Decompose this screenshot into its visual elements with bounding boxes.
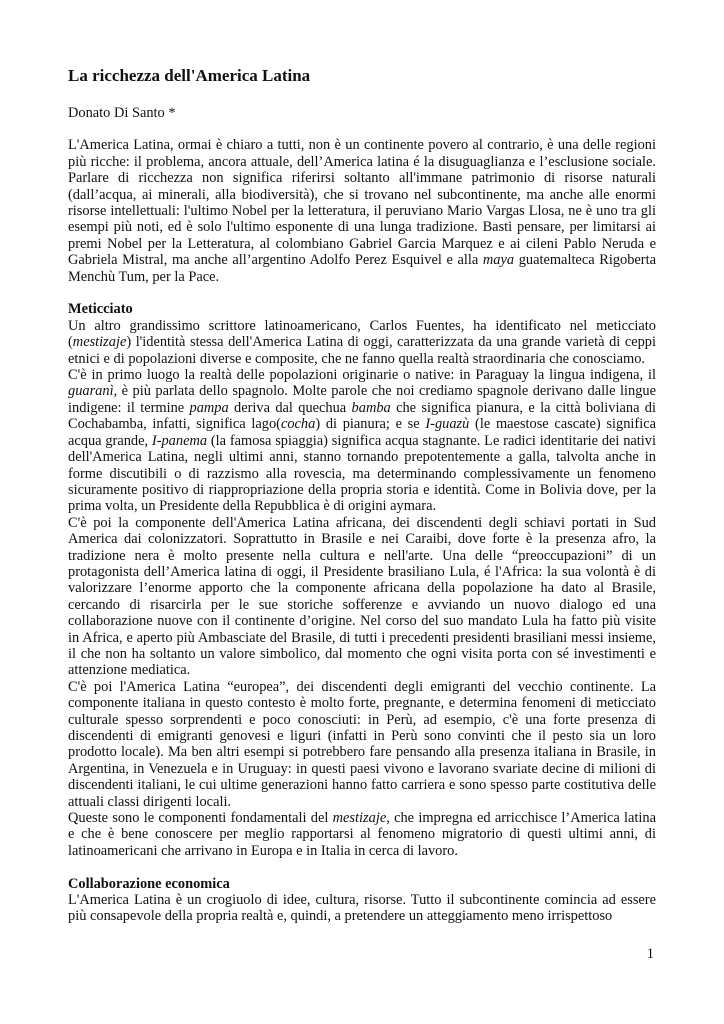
document-page [68, 66, 656, 925]
intro-paragraph: L'America Latina, ormai è chiaro a tutti, non è un continente povero al contrario, è una delle regioni più ricche: il problema, ancora attuale, dell’America latina é la disuguaglianza e l’esclusione sociale. Parlare di ricchezza non significa riferirsi soltanto all'immane patrimonio di risorse naturali (dall’acqua, ai minerali, alla biodiversità), che si trovano nel subcontinente, ma anche alle enormi risorse intellettuali: l'ultimo Nobel per la letteratura, il peruviano Mario Vargas Llosa, ne è uno tra gli esempi più noti, ed è solo l'ultimo esponente di una lunga tradizione. Basti pensare, per limitarsi ai premi Nobel per la Letteratura, al colombiano Gabriel Garcia Marquez e ai cileni Pablo Neruda e Gabriela Mistral, ma anche all’argentino Adolfo Perez Esquivel e alla maya guatemalteca Rigoberta Menchù Tum, per la Pace. [68, 137, 656, 285]
document-title: La ricchezza dell'America Latina [68, 66, 311, 85]
paragraph-meticciato-2: C'è in primo luogo la realtà delle popolazioni originarie o native: in Paraguay la lingua indigena, il guaranì, è più parlata dello spagnolo. Molte parole che noi crediamo spagnole derivano dalle lingue indigene: il termine pampa deriva dal quechua bamba che significa pianura, e la città boliviana di Cochabamba, infatti, significa lago(cocha) di pianura; e se I-guazù (le maestose cascate) significa acqua grande, I-panema (la famosa spiaggia) significa acqua stagnante. Le radici identitarie dei nativi dell'America Latina, negli ultimi anni, stanno tornando prepotentemente a galla, talvolta anche in forme discutibili o di razzismo alla rovescia, ma determinando complessivamente un fenomeno sicuramente positivo di riappropriazione della propria storia e identità. Come in Bolivia dove, per la prima volta, un Presidente della Repubblica è di origini aymara. [68, 367, 656, 515]
page-number: 1 [646, 946, 654, 962]
paragraph-meticciato-5: Queste sono le componenti fondamentali del mestizaje, che impregna ed arricchisce l’America latina e che è bene conoscere per meglio rapportarsi al fenomeno migratorio di questi ultimi anni, di latinoamericani che arrivano in Europa e in Italia in cerca di lavoro. [68, 810, 656, 859]
section-heading-meticciato: Meticciato [68, 301, 133, 318]
section-heading-collaborazione: Collaborazione economica [68, 875, 230, 892]
paragraph-meticciato-3: C'è poi la componente dell'America Latina africana, dei discendenti degli schiavi portati in Sud America dai colonizzatori. Soprattutto in Brasile e nei Caraibi, dove forte è la presenza afro, la tradizione nera è molto presente nella cultura e nell'arte. Una delle “preoccupazioni” di un protagonista dell’America latina di oggi, il Presidente brasiliano Lula, é l'Africa: la sua volontà è di valorizzare l’enorme apporto che la componente africana della popolazione ha dato al Brasile, cercando di risarcirla per le sue storiche sofferenze e avviando un nuovo dialogo ed una collaborazione nuove con il continente d’origine. Nel corso del suo mandato Lula ha fatto più visite in Africa, e aperto più Ambasciate del Brasile, di tutti i precedenti presidenti brasiliani messi insieme, il che non ha soltanto un valore simbolico, dal momento che ogni visita porta con sé investimenti e attenzione mediatica. [68, 514, 656, 679]
paragraph-meticciato-4: C'è poi l'America Latina “europea”, dei discendenti degli emigranti del vecchio continente. La componente italiana in questo contesto è molto forte, pregnante, e determina fenomeni di meticciato culturale spesso sorprendenti e poco conosciuti: in Perù, ad esempio, c'è una forte presenza di discendenti di emigranti genovesi e liguri (infatti in Perù sono convinti che il pesto sia un loro prodotto locale). Ma ben altri esempi si potrebbero fare pensando alla presenza italiana in Brasile, in Argentina, in Venezuela e in Uruguay: in questi paesi vivono e lavorano svariate decine di milioni di discendenti italiani, le cui ultime generazioni hanno fatto carriera e sono spesso parte costitutiva delle attuali classi dirigenti locali. [68, 678, 656, 810]
author-line: Donato Di Santo * [68, 105, 176, 121]
paragraph-collaborazione-1: L'America Latina è un crogiuolo di idee, cultura, risorse. Tutto il subcontinente comincia ad essere più consapevole della propria realtà e, quindi, a pretendere un atteggiamento meno irrispettoso [68, 892, 656, 925]
paragraph-meticciato-1: Un altro grandissimo scrittore latinoamericano, Carlos Fuentes, ha identificato nel meticciato (mestizaje) l'identità stessa dell'America Latina di oggi, caratterizzata da una grande varietà di ceppi etnici e di popolazioni diverse e composite, che ne fanno quella realtà straordinaria che conosciamo. [68, 317, 656, 367]
